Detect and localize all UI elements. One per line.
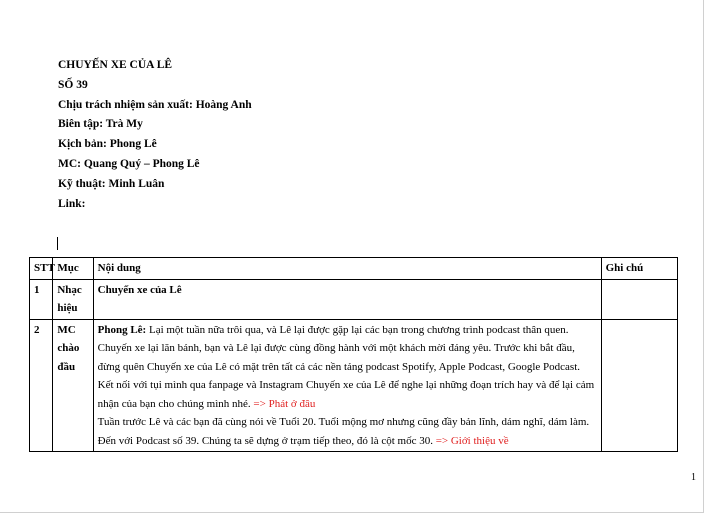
page-number: 1 [691, 472, 696, 483]
editor-line: Biên tập: Trà My [58, 118, 143, 131]
speaker-label: Phong Lê: [97, 323, 147, 336]
producer-line: Chịu trách nhiệm sản xuất: Hoàng Anh [58, 98, 252, 111]
mc-line: MC: Quang Quý – Phong Lê [58, 157, 200, 170]
row-content[interactable] [93, 319, 601, 452]
tech-line: Kỹ thuật: Minh Luân [58, 177, 165, 190]
link-line[interactable]: Link: [58, 197, 86, 210]
row-note[interactable] [601, 319, 677, 452]
cue-note: => Phát ở đâu [253, 397, 316, 410]
row-stt[interactable]: 2 [30, 319, 53, 452]
cue-note: => Giới thiệu về [435, 434, 509, 447]
row-note[interactable] [601, 279, 677, 319]
document-header [58, 56, 252, 214]
table-row [30, 279, 678, 319]
header-content[interactable]: Nội dung [93, 258, 601, 280]
header-muc[interactable]: Mục [53, 258, 93, 280]
content-paragraph: Tuần trước Lê và các bạn đã cùng nói về Tuổi 20. Tuổi mộng mơ nhưng cũng đầy bản lĩnh, dám nghĩ, dám làm. Đến với Podcast số 39. Chúng ta sẽ dựng ở trạm tiếp theo, đó là cột mốc 30. [97, 416, 590, 447]
table-row [30, 319, 678, 452]
script-table [29, 257, 678, 452]
text-cursor [57, 237, 58, 250]
episode-number: SỐ 39 [58, 78, 88, 91]
row-muc[interactable]: MC chào đầu [53, 319, 93, 452]
document-title: CHUYẾN XE CỦA LÊ [58, 59, 173, 71]
script-line: Kịch bản: Phong Lê [58, 138, 157, 151]
header-note[interactable]: Ghi chú [601, 258, 677, 280]
table-header-row [30, 258, 678, 280]
row-content[interactable]: Chuyến xe của Lê [93, 279, 601, 319]
row-stt[interactable]: 1 [30, 279, 53, 319]
header-stt[interactable]: STT [30, 258, 53, 280]
row-muc[interactable]: Nhạc hiệu [53, 279, 93, 319]
content-paragraph: Lại một tuần nữa trôi qua, và Lê lại được gặp lại các bạn trong chương trình podcast thân quen. Chuyến xe lại lăn bánh, bạn và Lê lại được cùng đồng hành với một khách mời đáng yêu. Trước khi bắt đầu, đừng quên Chuyến xe của Lê có mặt trên tất cả các nền tảng podcast Spotify, Apple Podcast, Google Podcast. Kết nối với tụi mình qua fanpage và Instagram Chuyến xe của Lê để nghe lại những đoạn trích hay và để lại cảm nhận của bạn cho chúng mình nhé. [97, 323, 595, 410]
